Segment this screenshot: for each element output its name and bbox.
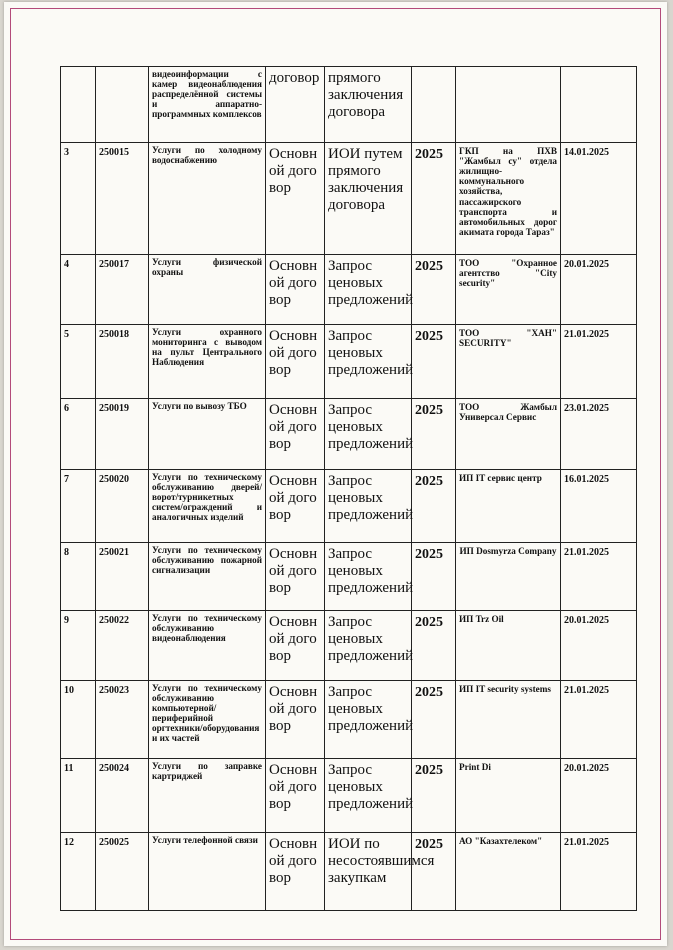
service-name: Услуги по заправке картриджей bbox=[149, 759, 266, 833]
supplier: Print Di bbox=[456, 759, 561, 833]
supplier: ТОО Жамбыл Универсал Сервис bbox=[456, 399, 561, 470]
year: 2025 bbox=[412, 681, 456, 759]
year: 2025 bbox=[412, 143, 456, 255]
row-code: 250017 bbox=[96, 255, 149, 325]
table-row bbox=[61, 255, 637, 325]
row-number: 10 bbox=[61, 681, 96, 759]
contract-date: 20.01.2025 bbox=[561, 611, 637, 681]
contract-date: 21.01.2025 bbox=[561, 833, 637, 911]
service-name: Услуги по холодному водоснабжению bbox=[149, 143, 266, 255]
supplier: ИП IT сервис центр bbox=[456, 470, 561, 543]
procurement-method: Запрос ценовых предложений bbox=[325, 470, 412, 543]
supplier: ТОО "Охранное агентство "City security" bbox=[456, 255, 561, 325]
service-name: Услуги по техническому обслуживанию компьютерной/периферийной оргтехники/оборудования и их частей bbox=[149, 681, 266, 759]
procurement-method: Запрос ценовых предложений bbox=[325, 611, 412, 681]
year: 2025 bbox=[412, 399, 456, 470]
service-name: Услуги телефонной связи bbox=[149, 833, 266, 911]
contract-date: 20.01.2025 bbox=[561, 759, 637, 833]
procurement-method: Запрос ценовых предложений bbox=[325, 543, 412, 611]
service-name: Услуги охранного мониторинга с выводом на пульт Центрального Наблюдения bbox=[149, 325, 266, 399]
contract-date: 21.01.2025 bbox=[561, 681, 637, 759]
row-code: 250015 bbox=[96, 143, 149, 255]
year: 2025 bbox=[412, 470, 456, 543]
contract-type: Основной договор bbox=[266, 399, 325, 470]
contract-date bbox=[561, 67, 637, 143]
contract-type: Основной договор bbox=[266, 255, 325, 325]
supplier: ИП IT security systems bbox=[456, 681, 561, 759]
procurement-method: Запрос ценовых предложений bbox=[325, 255, 412, 325]
procurement-method: ИОИ путем прямого заключения договора bbox=[325, 143, 412, 255]
table-row bbox=[61, 611, 637, 681]
procurement-method: ИОИ по несостоявшимся закупкам bbox=[325, 833, 412, 911]
table-row bbox=[61, 399, 637, 470]
contract-type: Основной договор bbox=[266, 759, 325, 833]
row-code: 250024 bbox=[96, 759, 149, 833]
service-name: видеоинформации с камер видеонаблюдения распределённой системы и аппаратно-программных комплексов bbox=[149, 67, 266, 143]
contract-type: Основной договор bbox=[266, 143, 325, 255]
row-number: 7 bbox=[61, 470, 96, 543]
procurement-method: Запрос ценовых предложений bbox=[325, 681, 412, 759]
year: 2025 bbox=[412, 543, 456, 611]
row-code: 250019 bbox=[96, 399, 149, 470]
procurement-method: Запрос ценовых предложений bbox=[325, 325, 412, 399]
year bbox=[412, 67, 456, 143]
document-page bbox=[4, 2, 667, 946]
row-number: 9 bbox=[61, 611, 96, 681]
contract-type: Основной договор bbox=[266, 470, 325, 543]
procurement-table bbox=[60, 66, 637, 911]
row-number: 6 bbox=[61, 399, 96, 470]
row-code: 250025 bbox=[96, 833, 149, 911]
contract-type: Основной договор bbox=[266, 681, 325, 759]
supplier: ТОО "ХАН" SECURITY" bbox=[456, 325, 561, 399]
year: 2025 bbox=[412, 833, 456, 911]
row-number: 8 bbox=[61, 543, 96, 611]
row-number: 4 bbox=[61, 255, 96, 325]
row-number: 5 bbox=[61, 325, 96, 399]
procurement-method: прямого заключения договора bbox=[325, 67, 412, 143]
contract-date: 21.01.2025 bbox=[561, 543, 637, 611]
contract-type: Основной договор bbox=[266, 543, 325, 611]
contract-type: договор bbox=[266, 67, 325, 143]
service-name: Услуги физической охраны bbox=[149, 255, 266, 325]
row-number: 12 bbox=[61, 833, 96, 911]
year: 2025 bbox=[412, 325, 456, 399]
row-code: 250022 bbox=[96, 611, 149, 681]
table-row bbox=[61, 759, 637, 833]
supplier: ИП Trz Oil bbox=[456, 611, 561, 681]
procurement-method: Запрос ценовых предложений bbox=[325, 399, 412, 470]
row-number: 3 bbox=[61, 143, 96, 255]
row-code: 250023 bbox=[96, 681, 149, 759]
row-code: 250020 bbox=[96, 470, 149, 543]
table-row bbox=[61, 833, 637, 911]
table-row bbox=[61, 543, 637, 611]
row-number bbox=[61, 67, 96, 143]
supplier: ИП Dosmyrza Company bbox=[456, 543, 561, 611]
table-row bbox=[61, 67, 637, 143]
contract-date: 14.01.2025 bbox=[561, 143, 637, 255]
service-name: Услуги по техническому обслуживанию пожарной сигнализации bbox=[149, 543, 266, 611]
table-row bbox=[61, 325, 637, 399]
year: 2025 bbox=[412, 611, 456, 681]
supplier: АО "Казахтелеком" bbox=[456, 833, 561, 911]
contract-date: 20.01.2025 bbox=[561, 255, 637, 325]
row-code: 250021 bbox=[96, 543, 149, 611]
procurement-method: Запрос ценовых предложений bbox=[325, 759, 412, 833]
table-row bbox=[61, 143, 637, 255]
service-name: Услуги по вывозу ТБО bbox=[149, 399, 266, 470]
supplier bbox=[456, 67, 561, 143]
contract-type: Основной договор bbox=[266, 611, 325, 681]
table-row bbox=[61, 470, 637, 543]
contract-type: Основной договор bbox=[266, 833, 325, 911]
contract-type: Основной договор bbox=[266, 325, 325, 399]
table-row bbox=[61, 681, 637, 759]
year: 2025 bbox=[412, 759, 456, 833]
service-name: Услуги по техническому обслуживанию дверей/ворот/турникетных систем/ограждений и аналогичных изделий bbox=[149, 470, 266, 543]
row-code: 250018 bbox=[96, 325, 149, 399]
service-name: Услуги по техническому обслуживанию видеонаблюдения bbox=[149, 611, 266, 681]
contract-date: 16.01.2025 bbox=[561, 470, 637, 543]
row-code bbox=[96, 67, 149, 143]
row-number: 11 bbox=[61, 759, 96, 833]
supplier: ГКП на ПХВ "Жамбыл су" отдела жилищно-коммунального хозяйства, пассажирского транспорта и автомобильных дорог акимата города Тараз" bbox=[456, 143, 561, 255]
contract-date: 21.01.2025 bbox=[561, 325, 637, 399]
contract-date: 23.01.2025 bbox=[561, 399, 637, 470]
year: 2025 bbox=[412, 255, 456, 325]
